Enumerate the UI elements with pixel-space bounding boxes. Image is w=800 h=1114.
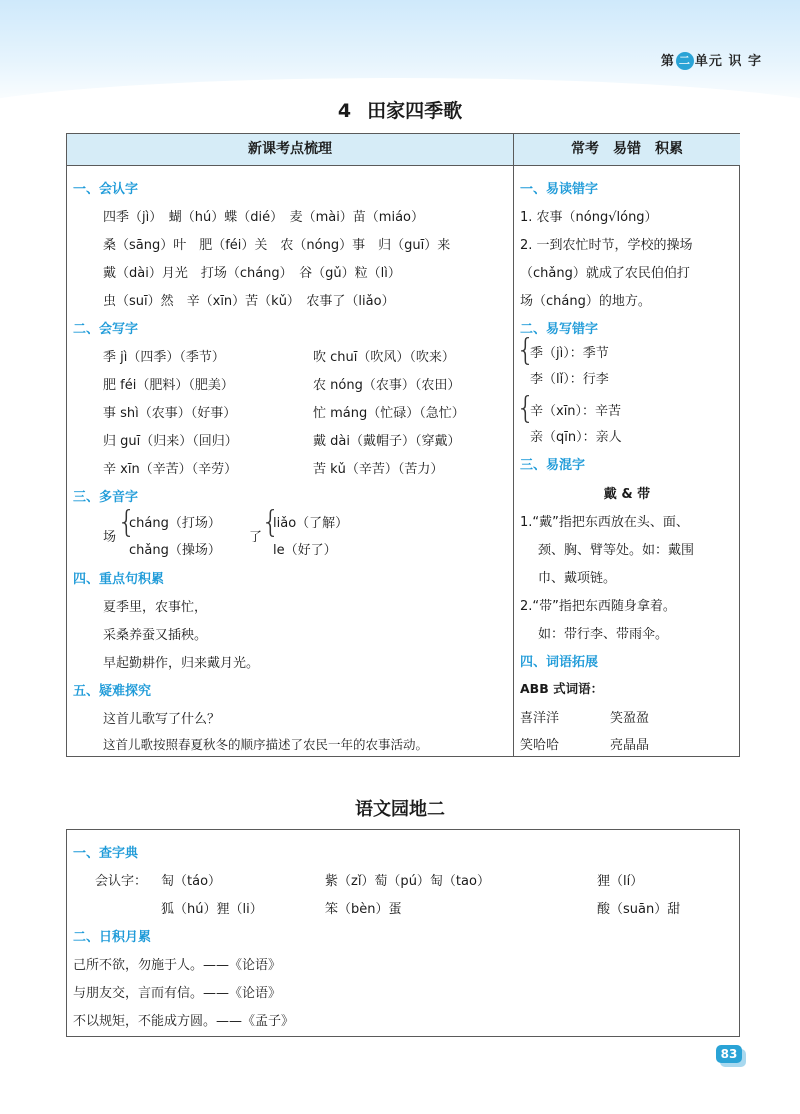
section-polyphone-title: 三、多音字: [73, 490, 139, 505]
right-panel: [513, 134, 740, 756]
lesson-summary-table: [66, 133, 740, 757]
explore-answer: 这首儿歌按照春夏秋冬的顺序描述了农民一年的农事活动。: [103, 737, 429, 752]
dictionary-label: 会认字：: [95, 874, 148, 889]
dictionary-item: 笨（bèn）蛋: [325, 902, 402, 917]
wordbuild-word: 笑哈哈: [520, 738, 560, 753]
sentence-line: 夏季里，农事忙，: [103, 600, 208, 615]
write-item: 归 guī（归来）（回归）: [103, 434, 238, 449]
confusable-line: 如：带行李、带雨伞。: [538, 627, 669, 642]
wordbuild-word: 喜洋洋: [520, 711, 560, 726]
recognize-row-1: 四季（jì） 蝴（hú）蝶（dié） 麦（mài）苗（miáo）: [103, 210, 425, 225]
write-item: 肥 féi（肥料）（肥美）: [103, 378, 234, 393]
brace-icon: {: [261, 505, 281, 540]
unit-suffix: 单元: [694, 54, 723, 69]
lesson-title: [0, 96, 800, 123]
recognize-row-3: 戴（dài）月光 打场（cháng） 谷（gǔ）粒（lì）: [103, 266, 401, 281]
polyphone-reading: chǎng（操场）: [129, 543, 221, 558]
section-accumulate-title: 二、日积月累: [73, 930, 152, 945]
write-item: 戴 dài（戴帽子）（穿戴）: [313, 434, 461, 449]
proverb-line: 与朋友交，言而有信。——《论语》: [73, 986, 282, 1001]
proverb-line: 不以规矩，不能成方圆。——《孟子》: [73, 1014, 295, 1029]
recognize-row-2: 桑（sāng）叶 肥（féi）关 农（nóng）事 归（guī）来: [103, 238, 451, 253]
miswrite-line: 李（lǐ）：行李: [530, 372, 609, 387]
section-sentences-title: 四、重点句积累: [73, 572, 165, 587]
section-recognize-title: 一、会认字: [73, 182, 139, 197]
dictionary-item: 紫（zǐ）萄（pú）匋（tao）: [325, 874, 490, 889]
confusable-line: 2.“带”指把东西随身拿着。: [520, 599, 676, 614]
section-miswrite-title: 二、易写错字: [520, 322, 599, 337]
left-panel: [67, 134, 513, 756]
brace-icon: {: [516, 391, 536, 426]
unit-topic: 识 字: [728, 54, 762, 69]
miswrite-line: 季（jì）：季节: [530, 346, 609, 361]
polyphone-reading: liǎo（了解）: [273, 516, 349, 531]
dictionary-item: 匋（táo）: [161, 874, 222, 889]
write-item: 忙 máng（忙碌）（急忙）: [313, 406, 465, 421]
write-item: 农 nóng（农事）（农田）: [313, 378, 461, 393]
polyphone-char-2: 了: [249, 530, 263, 545]
wordbuild-word: 笑盈盈: [610, 711, 650, 726]
brace-icon: {: [117, 505, 137, 540]
unit-label: [661, 50, 762, 70]
write-item: 苦 kǔ（辛苦）（苦力）: [313, 462, 444, 477]
write-item: 辛 xīn（辛苦）（辛劳）: [103, 462, 238, 477]
misread-line: 1. 农事（nóng√lóng）: [520, 210, 658, 225]
recognize-row-4: 虫（suī）然 辛（xīn）苦（kǔ） 农事了（liǎo）: [103, 294, 395, 309]
section-explore-title: 五、疑难探究: [73, 684, 152, 699]
wordbuild-subtitle: ABB 式词语：: [520, 681, 604, 696]
confusable-line: 1.“戴”指把东西放在头、面、: [520, 515, 689, 530]
unit-prefix: 第: [660, 54, 675, 69]
brace-icon: {: [516, 333, 536, 368]
yuwen-garden-box: [66, 829, 740, 1037]
section-write-title: 二、会写字: [73, 322, 139, 337]
dictionary-item: 酸（suān）甜: [597, 902, 681, 917]
misread-line: （chǎng）就成了农民伯伯打: [520, 266, 690, 281]
polyphone-char-1: 场: [103, 530, 117, 545]
misread-line: 2. 一到农忙时节，学校的操场: [520, 238, 693, 253]
write-item: 季 jì（四季）（季节）: [103, 350, 225, 365]
section-misread-title: 一、易读错字: [520, 182, 599, 197]
dictionary-item: 狐（hú）狸（li）: [161, 902, 263, 917]
proverb-line: 己所不欲，勿施于人。——《论语》: [73, 958, 282, 973]
lesson-title-text: 田家四季歌: [367, 100, 463, 122]
section-confusable-title: 三、易混字: [520, 458, 586, 473]
explore-question: 这首儿歌写了什么？: [103, 712, 221, 727]
sentence-line: 早起勤耕作，归来戴月光。: [103, 656, 260, 671]
misread-line: 场（cháng）的地方。: [520, 294, 651, 309]
miswrite-line: 亲（qīn）：亲人: [530, 430, 622, 445]
section-dictionary-title: 一、查字典: [73, 846, 139, 861]
section-wordbuild-title: 四、词语拓展: [520, 655, 599, 670]
page-number: 83: [716, 1045, 742, 1063]
write-item: 吹 chuī（吹风）（吹来）: [313, 350, 455, 365]
confusable-line: 巾、戴项链。: [538, 571, 617, 586]
sentence-line: 采桑养蚕又插秧。: [103, 628, 208, 643]
polyphone-reading: cháng（打场）: [129, 516, 221, 531]
right-panel-heading: 常考 易错 积累: [514, 134, 740, 166]
dictionary-item: 狸（lí）: [597, 874, 644, 889]
confusable-pair: 戴 & 带: [603, 487, 651, 502]
unit-number-badge: 二: [676, 52, 694, 70]
confusable-line: 颈、胸、臂等处。如：戴围: [538, 543, 695, 558]
yuwen-garden-title: 语文园地二: [355, 799, 445, 820]
wordbuild-word: 亮晶晶: [610, 738, 650, 753]
left-panel-heading: 新课考点梳理: [67, 134, 513, 166]
write-item: 事 shì（农事）（好事）: [103, 406, 237, 421]
miswrite-line: 辛（xīn）：辛苦: [530, 404, 622, 419]
lesson-number: 4: [337, 100, 352, 122]
polyphone-reading: le（好了）: [273, 543, 337, 558]
